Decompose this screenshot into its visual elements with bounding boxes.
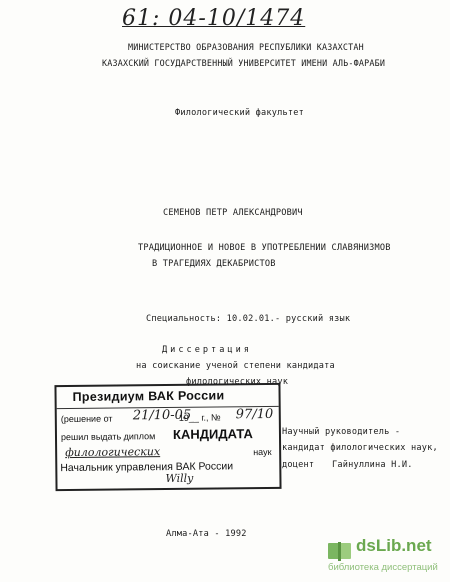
- place-year: Алма-Ата - 1992: [166, 529, 247, 539]
- stamp-signature: Willy: [165, 471, 194, 486]
- university-line: КАЗАХСКИЙ ГОСУДАРСТВЕННЫЙ УНИВЕРСИТЕТ ИМЕНИ АЛЬ-ФАРАБИ: [102, 58, 386, 68]
- stamp-title: Президиум ВАК России: [72, 388, 225, 404]
- watermark-subtitle: библиотека диссертаций: [328, 562, 438, 573]
- stamp-degree-word: КАНДИДАТА: [172, 426, 253, 442]
- handwritten-catalog-code: 61: 04-10/1474: [122, 6, 306, 31]
- stamp-decision-date: 21/10-05: [132, 407, 192, 424]
- advisor-degree: кандидат филологических наук,: [282, 443, 438, 453]
- stamp-decision-number: 97/10: [235, 406, 274, 423]
- advisor-title: доцент: [282, 460, 315, 470]
- faculty-line: Филологический факультет: [175, 108, 304, 118]
- author-name: СЕМЕНОВ ПЕТР АЛЕКСАНДРОВИЧ: [163, 208, 303, 218]
- dissertation-title-line1: ТРАДИЦИОННОЕ И НОВОЕ В УПОТРЕБЛЕНИИ СЛАВЯНИЗМОВ: [138, 243, 391, 253]
- advisor-name: Гайнуллина Н.И.: [332, 460, 413, 470]
- degree-line1: на соискание ученой степени кандидата: [136, 361, 335, 371]
- ministry-line: МИНИСТЕРСТВО ОБРАЗОВАНИЯ РЕСПУБЛИКИ КАЗАХСТАН: [128, 42, 364, 52]
- specialty-line: Специальность: 10.02.01.- русский язык: [146, 314, 351, 324]
- watermark-brand[interactable]: dsLib.net: [356, 536, 432, 555]
- stamp-issue-label: решил выдать диплом: [60, 431, 156, 443]
- degree-line2: филологических наук: [186, 377, 289, 387]
- stamp-nauk: наук: [253, 446, 272, 458]
- advisor-label: Научный руководитель -: [282, 427, 401, 437]
- dslib-logo-icon: [326, 540, 354, 564]
- vak-approval-stamp: [54, 383, 281, 491]
- dissertation-title-line2: В ТРАГЕДИЯХ ДЕКАБРИСТОВ: [152, 259, 276, 269]
- document-type: Диссертация: [162, 345, 252, 355]
- stamp-decision-prefix: (решение от: [60, 413, 113, 425]
- stamp-year-suffix: 19__ г., №: [178, 412, 221, 423]
- dslib-watermark: [326, 536, 444, 576]
- stamp-head-label: Начальник управления ВАК России: [60, 460, 234, 475]
- stamp-field-handwritten: филологических: [65, 445, 161, 460]
